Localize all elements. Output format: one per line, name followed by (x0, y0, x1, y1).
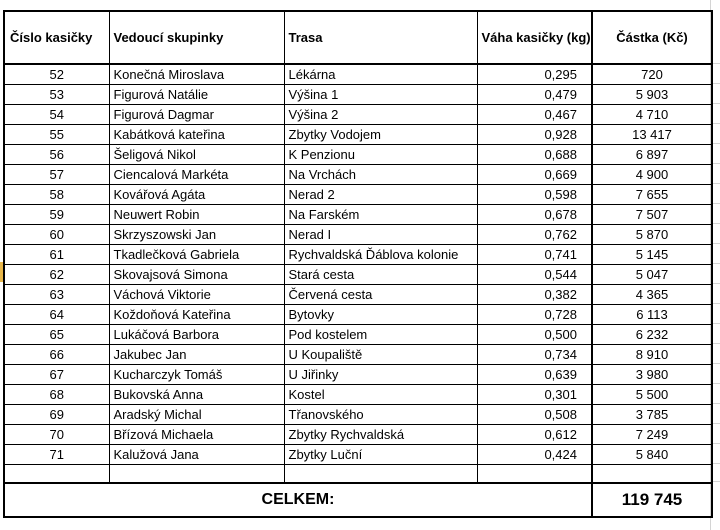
cell-castka[interactable]: 5 047 (592, 265, 712, 285)
cell-castka[interactable]: 6 232 (592, 325, 712, 345)
cell-vaha[interactable]: 0,508 (477, 405, 592, 425)
cell-castka[interactable]: 6 897 (592, 145, 712, 165)
cell-vaha[interactable]: 0,734 (477, 345, 592, 365)
cell-castka[interactable]: 3 980 (592, 365, 712, 385)
table-row (4, 425, 712, 445)
total-label[interactable]: CELKEM: (4, 483, 592, 517)
table-row (4, 185, 712, 205)
cell-trasa[interactable]: Zbytky Vodojem (284, 125, 477, 145)
header-cell-vaha[interactable]: Váha kasičky (kg) (477, 11, 592, 64)
cell-trasa[interactable]: Stará cesta (284, 265, 477, 285)
cell-trasa[interactable]: Nerad 2 (284, 185, 477, 205)
cell-vaha[interactable]: 0,500 (477, 325, 592, 345)
cell-castka[interactable]: 4 365 (592, 285, 712, 305)
cell-vedouci[interactable]: Kalužová Jana (109, 445, 284, 465)
cell-vaha[interactable]: 0,741 (477, 245, 592, 265)
table-row (4, 405, 712, 425)
cell-vedouci[interactable]: Konečná Miroslava (109, 64, 284, 85)
cell-vedouci[interactable]: Lukáčová Barbora (109, 325, 284, 345)
table-row (4, 85, 712, 105)
cell-castka[interactable]: 7 507 (592, 205, 712, 225)
cell-vaha[interactable]: 0,678 (477, 205, 592, 225)
cell-cislo[interactable]: 62 (4, 265, 109, 285)
cell-vedouci[interactable]: Figurová Dagmar (109, 105, 284, 125)
empty-cell[interactable] (4, 465, 109, 484)
cell-vedouci[interactable]: Bukovská Anna (109, 385, 284, 405)
cell-vedouci[interactable]: Skovajsová Simona (109, 265, 284, 285)
cell-castka[interactable]: 8 910 (592, 345, 712, 365)
cell-vaha[interactable]: 0,639 (477, 365, 592, 385)
cell-castka[interactable]: 6 113 (592, 305, 712, 325)
cell-castka[interactable]: 720 (592, 64, 712, 85)
table-row (4, 265, 712, 285)
cell-trasa[interactable]: Červená cesta (284, 285, 477, 305)
cell-castka[interactable]: 4 900 (592, 165, 712, 185)
cell-trasa[interactable]: U Jiřinky (284, 365, 477, 385)
cell-cislo[interactable]: 65 (4, 325, 109, 345)
table-row (4, 345, 712, 365)
empty-cell[interactable] (592, 465, 712, 484)
cell-cislo[interactable]: 60 (4, 225, 109, 245)
cell-vaha[interactable]: 0,544 (477, 265, 592, 285)
cell-vedouci[interactable]: Váchová Viktorie (109, 285, 284, 305)
cell-castka[interactable]: 13 417 (592, 125, 712, 145)
cell-cislo[interactable]: 71 (4, 445, 109, 465)
table-row (4, 225, 712, 245)
cell-cislo[interactable]: 67 (4, 365, 109, 385)
cell-trasa[interactable]: Nerad I (284, 225, 477, 245)
cell-castka[interactable]: 3 785 (592, 405, 712, 425)
table-row (4, 105, 712, 125)
cell-vaha[interactable]: 0,669 (477, 165, 592, 185)
cell-trasa[interactable]: K Penzionu (284, 145, 477, 165)
cell-cislo[interactable]: 54 (4, 105, 109, 125)
cell-vaha[interactable]: 0,382 (477, 285, 592, 305)
table-row (4, 285, 712, 305)
cell-castka[interactable]: 5 145 (592, 245, 712, 265)
header-cell-cislo[interactable]: Číslo kasičky (4, 11, 109, 64)
cell-cislo[interactable]: 52 (4, 64, 109, 85)
cell-vedouci[interactable]: Kucharczyk Tomáš (109, 365, 284, 385)
cell-vedouci[interactable]: Figurová Natálie (109, 85, 284, 105)
header-cell-castka[interactable]: Částka (Kč) (592, 11, 712, 64)
table-row (4, 64, 712, 85)
cell-cislo[interactable]: 57 (4, 165, 109, 185)
cell-vedouci[interactable]: Kabátková kateřina (109, 125, 284, 145)
cell-cislo[interactable]: 66 (4, 345, 109, 365)
cell-cislo[interactable]: 69 (4, 405, 109, 425)
cell-cislo[interactable]: 61 (4, 245, 109, 265)
cell-trasa[interactable]: Na Farském (284, 205, 477, 225)
empty-cell[interactable] (109, 465, 284, 484)
cell-trasa[interactable]: Zbytky Luční (284, 445, 477, 465)
cell-vedouci[interactable]: Tkadlečková Gabriela (109, 245, 284, 265)
cell-vaha[interactable]: 0,762 (477, 225, 592, 245)
cell-cislo[interactable]: 70 (4, 425, 109, 445)
cell-vedouci[interactable]: Koždoňová Kateřina (109, 305, 284, 325)
empty-cell[interactable] (284, 465, 477, 484)
cell-vedouci[interactable]: Skrzyszowski Jan (109, 225, 284, 245)
cell-cislo[interactable]: 63 (4, 285, 109, 305)
cell-castka[interactable]: 5 500 (592, 385, 712, 405)
cell-cislo[interactable]: 56 (4, 145, 109, 165)
table-row (4, 145, 712, 165)
table-row (4, 365, 712, 385)
cell-cislo[interactable]: 58 (4, 185, 109, 205)
cell-cislo[interactable]: 59 (4, 205, 109, 225)
empty-cell[interactable] (477, 465, 592, 484)
cell-vaha[interactable]: 0,612 (477, 425, 592, 445)
cell-trasa[interactable]: Třanovského (284, 405, 477, 425)
cell-trasa[interactable]: Zbytky Rychvaldská (284, 425, 477, 445)
cell-trasa[interactable]: Výšina 1 (284, 85, 477, 105)
header-cell-trasa[interactable]: Trasa (284, 11, 477, 64)
total-row (4, 483, 712, 517)
cell-castka[interactable]: 7 655 (592, 185, 712, 205)
total-value[interactable]: 119 745 (592, 483, 712, 517)
cell-castka[interactable]: 5 903 (592, 85, 712, 105)
cell-vaha[interactable]: 0,424 (477, 445, 592, 465)
cell-castka[interactable]: 4 710 (592, 105, 712, 125)
cell-vedouci[interactable]: Aradský Michal (109, 405, 284, 425)
cell-trasa[interactable]: Výšina 2 (284, 105, 477, 125)
table-row (4, 245, 712, 265)
table-row (4, 205, 712, 225)
cell-cislo[interactable]: 55 (4, 125, 109, 145)
cell-trasa[interactable]: U Koupaliště (284, 345, 477, 365)
cell-trasa[interactable]: Lékárna (284, 64, 477, 85)
cell-vedouci[interactable]: Břízová Michaela (109, 425, 284, 445)
cell-vaha[interactable]: 0,928 (477, 125, 592, 145)
cell-vaha[interactable]: 0,301 (477, 385, 592, 405)
cell-cislo[interactable]: 53 (4, 85, 109, 105)
cell-trasa[interactable]: Pod kostelem (284, 325, 477, 345)
cell-castka[interactable]: 5 840 (592, 445, 712, 465)
cell-cislo[interactable]: 68 (4, 385, 109, 405)
cell-trasa[interactable]: Bytovky (284, 305, 477, 325)
cell-trasa[interactable]: Kostel (284, 385, 477, 405)
cell-vaha[interactable]: 0,688 (477, 145, 592, 165)
cell-cislo[interactable]: 64 (4, 305, 109, 325)
table-row (4, 325, 712, 345)
cell-vedouci[interactable]: Neuwert Robin (109, 205, 284, 225)
cell-vedouci[interactable]: Ciencalová Markéta (109, 165, 284, 185)
cell-vaha[interactable]: 0,728 (477, 305, 592, 325)
cell-vedouci[interactable]: Kovářová Agáta (109, 185, 284, 205)
cell-vaha[interactable]: 0,467 (477, 105, 592, 125)
table-row (4, 385, 712, 405)
cell-vedouci[interactable]: Šeligová Nikol (109, 145, 284, 165)
donation-boxes-table (3, 10, 713, 518)
table-row (4, 165, 712, 185)
header-cell-vedouci[interactable]: Vedoucí skupinky (109, 11, 284, 64)
table-row (4, 305, 712, 325)
cell-castka[interactable]: 5 870 (592, 225, 712, 245)
table-row (4, 125, 712, 145)
header-row (4, 11, 712, 64)
empty-row (4, 465, 712, 484)
table-row (4, 445, 712, 465)
cell-castka[interactable]: 7 249 (592, 425, 712, 445)
cell-trasa[interactable]: Rychvaldská Ďáblova kolonie (284, 245, 477, 265)
cell-vaha[interactable]: 0,598 (477, 185, 592, 205)
cell-vaha[interactable]: 0,295 (477, 64, 592, 85)
cell-vedouci[interactable]: Jakubec Jan (109, 345, 284, 365)
cell-trasa[interactable]: Na Vrchách (284, 165, 477, 185)
cell-vaha[interactable]: 0,479 (477, 85, 592, 105)
